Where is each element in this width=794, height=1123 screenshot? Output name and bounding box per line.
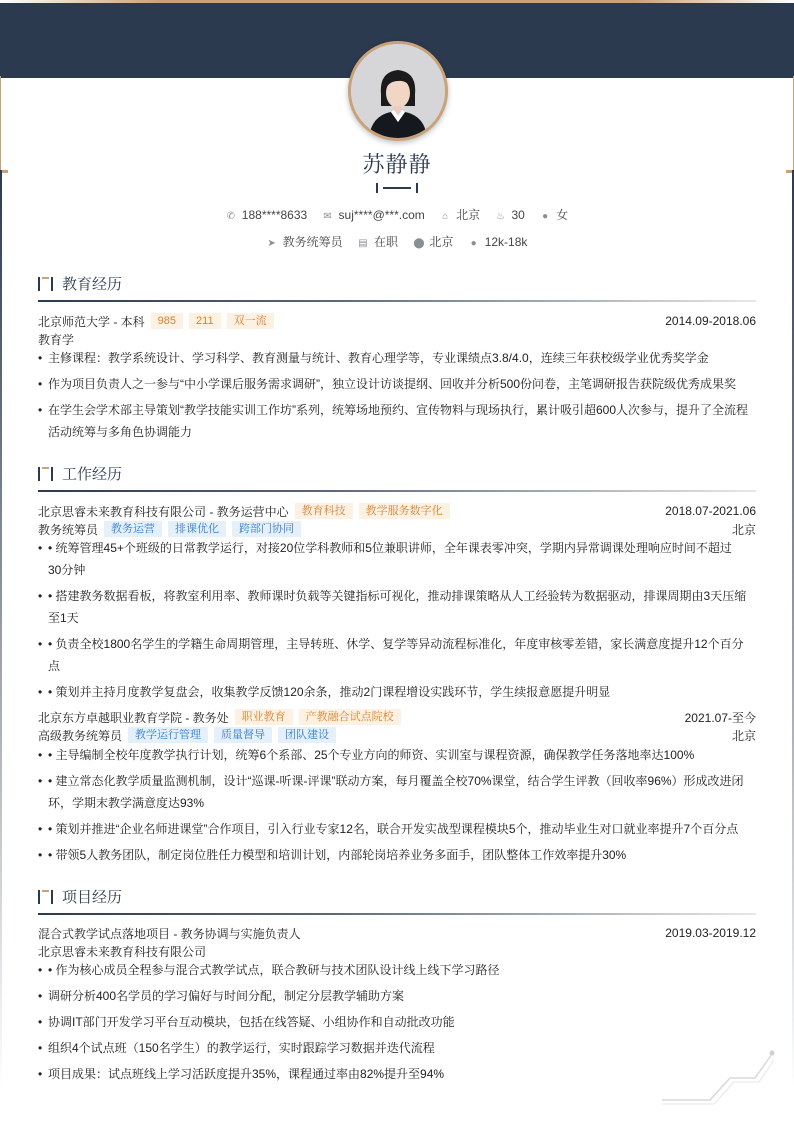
bullet-dot: • (38, 637, 43, 651)
location-pin-icon: ⬤ (413, 238, 425, 249)
list-item-text: 至1天 (48, 611, 79, 625)
list-item-text: 在学生会学术部主导策划“教学技能实训工作坊”系列，统筹场地预约、宣传物料与现场执行，累计吸引超600人次参与，提升了全流程 (48, 403, 749, 417)
section-title-project (38, 886, 122, 907)
age-text: 30 (511, 208, 525, 222)
project-org: 北京思睿未来教育科技有限公司 (38, 944, 207, 959)
role-tag: 跨部门协同 (232, 521, 301, 537)
email-item (323, 208, 425, 222)
job-text: 教务统筹员 (282, 235, 343, 249)
list-item (38, 537, 756, 559)
company-tag: 教学服务数字化 (359, 503, 450, 519)
role-tag: 排课优化 (168, 521, 226, 537)
section-divider (38, 300, 756, 302)
company-tag: 产教融合试点院校 (299, 709, 401, 725)
list-item-text: • 作为核心成员全程参与混合式教学试点，联合教研与技术团队设计线上线下学习路径 (48, 963, 500, 977)
company-name: 北京思睿未来教育科技有限公司 - 教务运营中心 (38, 504, 289, 519)
list-item-text: 项目成果：试点班线上学习活跃度提升35%，课程通过率由82%提升至94% (48, 1067, 445, 1081)
bullet-dot: • (38, 989, 43, 1003)
bullet-dot: • (38, 589, 43, 603)
company-tag: 职业教育 (235, 709, 293, 725)
school-tag: 双一流 (227, 313, 274, 329)
home-icon: ⌂ (442, 211, 449, 222)
list-item (38, 985, 756, 1007)
bullet-dot: • (38, 774, 43, 788)
role-tag: 质量督导 (214, 727, 272, 743)
list-item-text: 活动统筹与多角色协调能力 (48, 425, 193, 439)
list-item (38, 1063, 756, 1085)
avatar-portrait (351, 44, 445, 138)
list-item-text: • 负责全校1800名学生的学籍生命周期管理，主导转班、休学、复学等异动流程标准化，年度审核零差错，家长满意度提升12个百分 (48, 637, 744, 651)
list-item-text: • 搭建教务数据看板，将教室利用率、教师课时负载等关键指标可视化，推动排课策略从人工经验转为数据驱动，排课周期由3天压缩 (48, 589, 747, 603)
mail-icon: ✉ (323, 211, 332, 222)
list-item (38, 633, 756, 655)
section-divider (38, 913, 756, 915)
list-item (38, 373, 756, 395)
job-item (267, 233, 343, 250)
bullet-dot: • (38, 351, 43, 365)
section-title-education (38, 273, 122, 294)
gender-icon: ● (542, 211, 549, 222)
school-name: 北京师范大学 - 本科 (38, 314, 145, 329)
list-item-continuation (38, 559, 756, 581)
name-divider-ornament (375, 182, 419, 194)
bullet-dot: • (38, 685, 43, 699)
status-item (358, 233, 398, 250)
salary-text: 12k-18k (484, 235, 528, 249)
education-date: 2014.09-2018.06 (665, 314, 756, 328)
gender-item (540, 206, 568, 223)
briefcase-icon: ▤ (358, 238, 368, 249)
city-text: 北京 (456, 208, 481, 222)
role-tag: 团队建设 (278, 727, 336, 743)
company-name: 北京东方卓越职业教育学院 - 教务处 (38, 710, 229, 725)
school-tag: 211 (189, 313, 221, 329)
contact-row (0, 206, 794, 223)
job-header (38, 503, 756, 519)
list-item-continuation (38, 655, 756, 677)
list-item (38, 585, 756, 607)
list-item-text: • 带领5人教务团队，制定岗位胜任力模型和培训计划，内部轮岗培养业务多面手，团队整体工作效率提升30% (48, 848, 627, 862)
list-item-text: • 主导编制全校年度教学执行计划，统筹6个系部、25个专业方向的师资、实训室与课程资源，确保教学任务落地率达100% (48, 748, 695, 762)
bullet-dot: • (38, 748, 43, 762)
list-item (38, 681, 756, 703)
project-name: 混合式教学试点落地项目 - 教务协调与实施负责人 (38, 926, 301, 941)
list-item-text: • 策划并推进“企业名师进课堂”合作项目，引入行业专家12名，联合开发实战型课程模块5个，推动毕业生对口就业率提升7个百分点 (48, 822, 739, 836)
project-org-row (38, 943, 756, 959)
list-item (38, 959, 756, 981)
bullet-dot: • (38, 377, 43, 391)
list-item-text: 主修课程：教学系统设计、学习科学、教育测量与统计、教育心理学等，专业课绩点3.8/4.0，连续三年获校级学业优秀奖学金 (48, 351, 709, 365)
role-tag: 教学运行管理 (128, 727, 208, 743)
money-icon: ● (470, 238, 477, 249)
education-header (38, 313, 756, 329)
list-item-continuation (38, 792, 756, 814)
phone-text: 188****8633 (241, 208, 308, 222)
job-header (38, 709, 756, 725)
email-text: suj****@***.com (338, 208, 425, 222)
section-divider (38, 490, 756, 492)
salary-item (469, 235, 528, 249)
list-item-text: 点 (48, 659, 61, 673)
phone-item (226, 208, 307, 222)
list-item-text: 环，学期末教学满意度达93% (48, 796, 205, 810)
city-item (440, 206, 480, 223)
header-gold-line (0, 0, 794, 3)
target-city-item (413, 233, 453, 250)
gender-text: 女 (556, 208, 569, 222)
list-item-text: 组织4个试点班（150名学生）的教学运行，实时跟踪学习数据并迭代流程 (48, 1041, 435, 1055)
corner-line-ornament (660, 1048, 780, 1108)
bullet-dot: • (38, 848, 43, 862)
candidate-name: 苏静静 (362, 152, 432, 177)
age-item (495, 208, 524, 222)
company-tag: 教育科技 (295, 503, 353, 519)
major: 教育学 (38, 332, 75, 347)
list-item-text: 协调IT部门开发学习平台互动模块，包括在线答疑、小组协作和自动批改功能 (48, 1015, 455, 1029)
education-major-row (38, 331, 756, 347)
job-date: 2018.07-2021.06 (665, 504, 756, 518)
section-mark-icon (38, 467, 54, 481)
avatar (348, 41, 448, 141)
send-icon: ➤ (267, 238, 276, 249)
list-item (38, 844, 756, 866)
bullet-dot: • (38, 963, 43, 977)
list-item-text: • 统筹管理45+个班级的日常教学运行，对接20位学科教师和5位兼职讲师，全年课表零冲突，学期内异常调课处理响应时间不超过 (48, 541, 732, 555)
section-mark-icon (38, 890, 54, 904)
list-item-continuation (38, 421, 756, 443)
project-date: 2019.03-2019.12 (665, 926, 756, 940)
bullet-dot: • (38, 541, 43, 555)
list-item-text: 30分钟 (48, 563, 86, 577)
status-text: 在职 (373, 235, 398, 249)
list-item-text: 作为项目负责人之一参与“中小学课后服务需求调研”，独立设计访谈提纲、回收并分析500份问卷，主笔调研报告获院级优秀成果奖 (48, 377, 737, 391)
list-item-continuation (38, 607, 756, 629)
cake-icon: ♨ (495, 211, 505, 222)
list-item-text: 调研分析400名学员的学习偏好与时间分配，制定分层教学辅助方案 (48, 989, 405, 1003)
list-item (38, 347, 756, 369)
job-intent-row (0, 233, 794, 250)
role-tag: 教务运营 (104, 521, 162, 537)
list-item (38, 1037, 756, 1059)
job-date: 2021.07-至今 (684, 710, 756, 725)
job-role-row (38, 727, 756, 743)
school-tag: 985 (151, 313, 183, 329)
section-title-text: 教育经历 (62, 276, 123, 293)
list-item (38, 818, 756, 840)
list-item-text: • 策划并主持月度教学复盘会，收集教学反馈120余条，推动2门课程增设实践环节，学生续报意愿提升明显 (48, 685, 611, 699)
section-title-text: 工作经历 (62, 466, 123, 483)
list-item (38, 1011, 756, 1033)
list-item (38, 770, 756, 792)
list-item-text: • 建立常态化教学质量监测机制，设计“巡课-听课-评课”联动方案，每月覆盖全校70%课堂，结合学生评教（回收率96%）形成改进闭 (48, 774, 744, 788)
section-title-text: 项目经历 (62, 889, 123, 906)
section-title-work (38, 463, 122, 484)
left-border (0, 170, 2, 1090)
job-role: 高级教务统筹员 (38, 728, 123, 743)
section-mark-icon (38, 277, 54, 291)
bullet-dot: • (38, 1041, 43, 1055)
job-city: 北京 (731, 522, 756, 537)
project-header (38, 925, 756, 941)
list-item (38, 399, 756, 421)
phone-icon: ✆ (226, 211, 235, 222)
bullet-dot: • (38, 1067, 43, 1081)
bullet-dot: • (38, 1015, 43, 1029)
job-role: 教务统筹员 (38, 522, 99, 537)
target-city-text: 北京 (429, 235, 454, 249)
bullet-dot: • (38, 822, 43, 836)
job-city: 北京 (731, 728, 756, 743)
job-role-row (38, 521, 756, 537)
bullet-dot: • (38, 403, 43, 417)
list-item (38, 744, 756, 766)
